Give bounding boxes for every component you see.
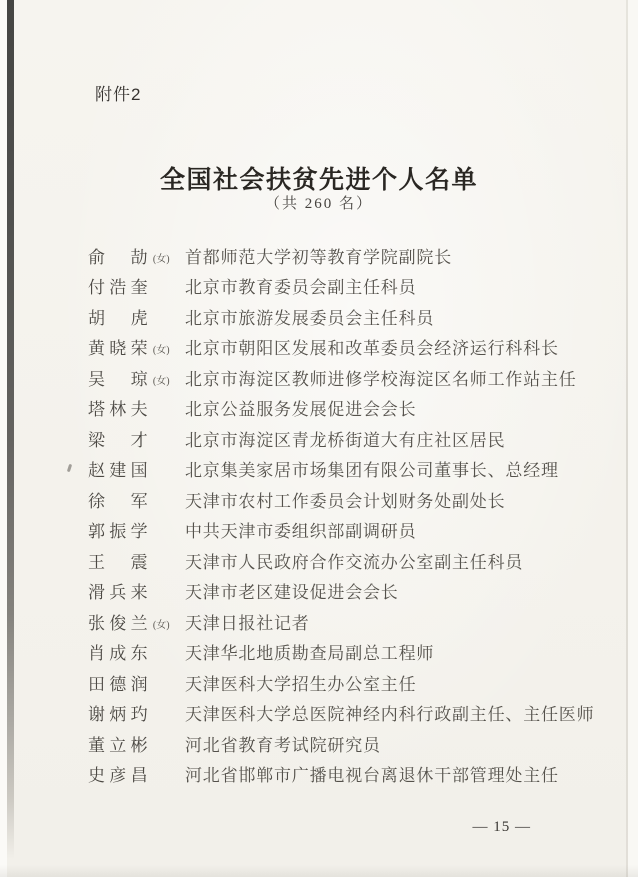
person-name: 吴 琼 <box>88 369 152 389</box>
gender-note: (女) <box>152 253 170 265</box>
gender-note: (女) <box>152 345 170 357</box>
person-position: 天津市人民政府合作交流办公室副主任科员 <box>185 552 524 572</box>
roster-row <box>88 393 602 424</box>
person-position: 河北省教育考试院研究员 <box>185 735 381 755</box>
person-name: 王 震 <box>88 552 152 572</box>
roster-row <box>88 454 602 485</box>
gender-note: (女) <box>152 375 170 387</box>
person-position: 首都师范大学初等教育学院副院长 <box>185 247 452 267</box>
roster-row <box>88 606 602 637</box>
person-position: 北京集美家居市场集团有限公司董事长、总经理 <box>185 461 559 481</box>
person-position: 天津日报社记者 <box>185 613 310 633</box>
document-subtitle-count: （共 260 名） <box>264 196 373 212</box>
person-name: 郭振学 <box>88 522 152 542</box>
roster-row <box>88 484 602 515</box>
person-position: 北京公益服务发展促进会会长 <box>185 400 417 420</box>
roster-row <box>88 271 602 302</box>
person-name: 田德润 <box>88 674 152 694</box>
name-column <box>88 731 185 756</box>
roster-row <box>88 637 602 668</box>
person-name: 付浩奎 <box>88 278 152 298</box>
attachment-label: 附件2 <box>95 85 142 104</box>
person-name: 谢炳玓 <box>88 705 152 725</box>
name-column <box>88 700 185 725</box>
person-name: 梁 才 <box>88 430 152 450</box>
person-position: 天津医科大学招生办公室主任 <box>185 674 417 694</box>
person-position: 北京市朝阳区发展和改革委员会经济运行科科长 <box>185 339 559 359</box>
name-column <box>88 456 185 481</box>
roster-row <box>88 515 602 546</box>
roster-row <box>88 698 602 729</box>
document-title: 全国社会扶贫先进个人名单 <box>159 166 478 194</box>
gender-note: (女) <box>152 619 170 631</box>
scan-bottom-shadow <box>0 865 638 877</box>
person-position: 天津华北地质勘查局副总工程师 <box>185 644 435 664</box>
person-name: 俞 劼 <box>88 247 152 267</box>
roster-row <box>88 362 602 393</box>
person-name: 董立彬 <box>88 735 152 755</box>
person-position: 天津医科大学总医院神经内科行政副主任、主任医师 <box>185 705 595 725</box>
scan-right-edge-line <box>626 0 628 877</box>
person-name: 黄晓荣 <box>88 339 152 359</box>
name-column <box>88 395 185 420</box>
person-name: 塔林夫 <box>88 400 152 420</box>
person-position: 北京市旅游发展委员会主任科员 <box>185 308 435 328</box>
scan-left-edge-shadow <box>7 0 14 877</box>
roster-row <box>88 576 602 607</box>
person-position: 天津市老区建设促进会会长 <box>185 583 399 603</box>
person-position: 北京市海淀区教师进修学校海淀区名师工作站主任 <box>185 369 577 389</box>
scan-ink-speck <box>67 464 72 473</box>
name-column <box>88 639 185 664</box>
roster-list <box>88 240 602 789</box>
roster-row <box>88 240 602 271</box>
roster-row <box>88 301 602 332</box>
person-name: 史彦昌 <box>88 766 152 786</box>
roster-row <box>88 332 602 363</box>
person-position: 中共天津市委组织部副调研员 <box>185 522 417 542</box>
roster-row <box>88 667 602 698</box>
person-name: 张俊兰 <box>88 613 152 633</box>
name-column <box>88 334 185 359</box>
name-column <box>88 487 185 512</box>
person-position: 北京市教育委员会副主任科员 <box>185 278 417 298</box>
person-name: 胡 虎 <box>88 308 152 328</box>
name-column <box>88 761 185 786</box>
name-column <box>88 426 185 451</box>
person-name: 徐 军 <box>88 491 152 511</box>
roster-row <box>88 728 602 759</box>
name-column <box>88 243 185 268</box>
name-column <box>88 365 185 390</box>
roster-row <box>88 759 602 790</box>
person-position: 北京市海淀区青龙桥街道大有庄社区居民 <box>185 430 506 450</box>
person-position: 河北省邯郸市广播电视台离退休干部管理处主任 <box>185 766 559 786</box>
roster-row <box>88 545 602 576</box>
page-number: — 15 — <box>472 819 531 835</box>
name-column <box>88 548 185 573</box>
person-name: 赵建国 <box>88 461 152 481</box>
name-column <box>88 517 185 542</box>
person-name: 滑兵来 <box>88 583 152 603</box>
name-column <box>88 670 185 695</box>
person-position: 天津市农村工作委员会计划财务处副处长 <box>185 491 506 511</box>
name-column <box>88 273 185 298</box>
roster-row <box>88 423 602 454</box>
scan-left-margin <box>0 0 7 877</box>
name-column <box>88 609 185 634</box>
name-column <box>88 304 185 329</box>
scan-right-margin <box>628 0 638 877</box>
person-name: 肖成东 <box>88 644 152 664</box>
name-column <box>88 578 185 603</box>
